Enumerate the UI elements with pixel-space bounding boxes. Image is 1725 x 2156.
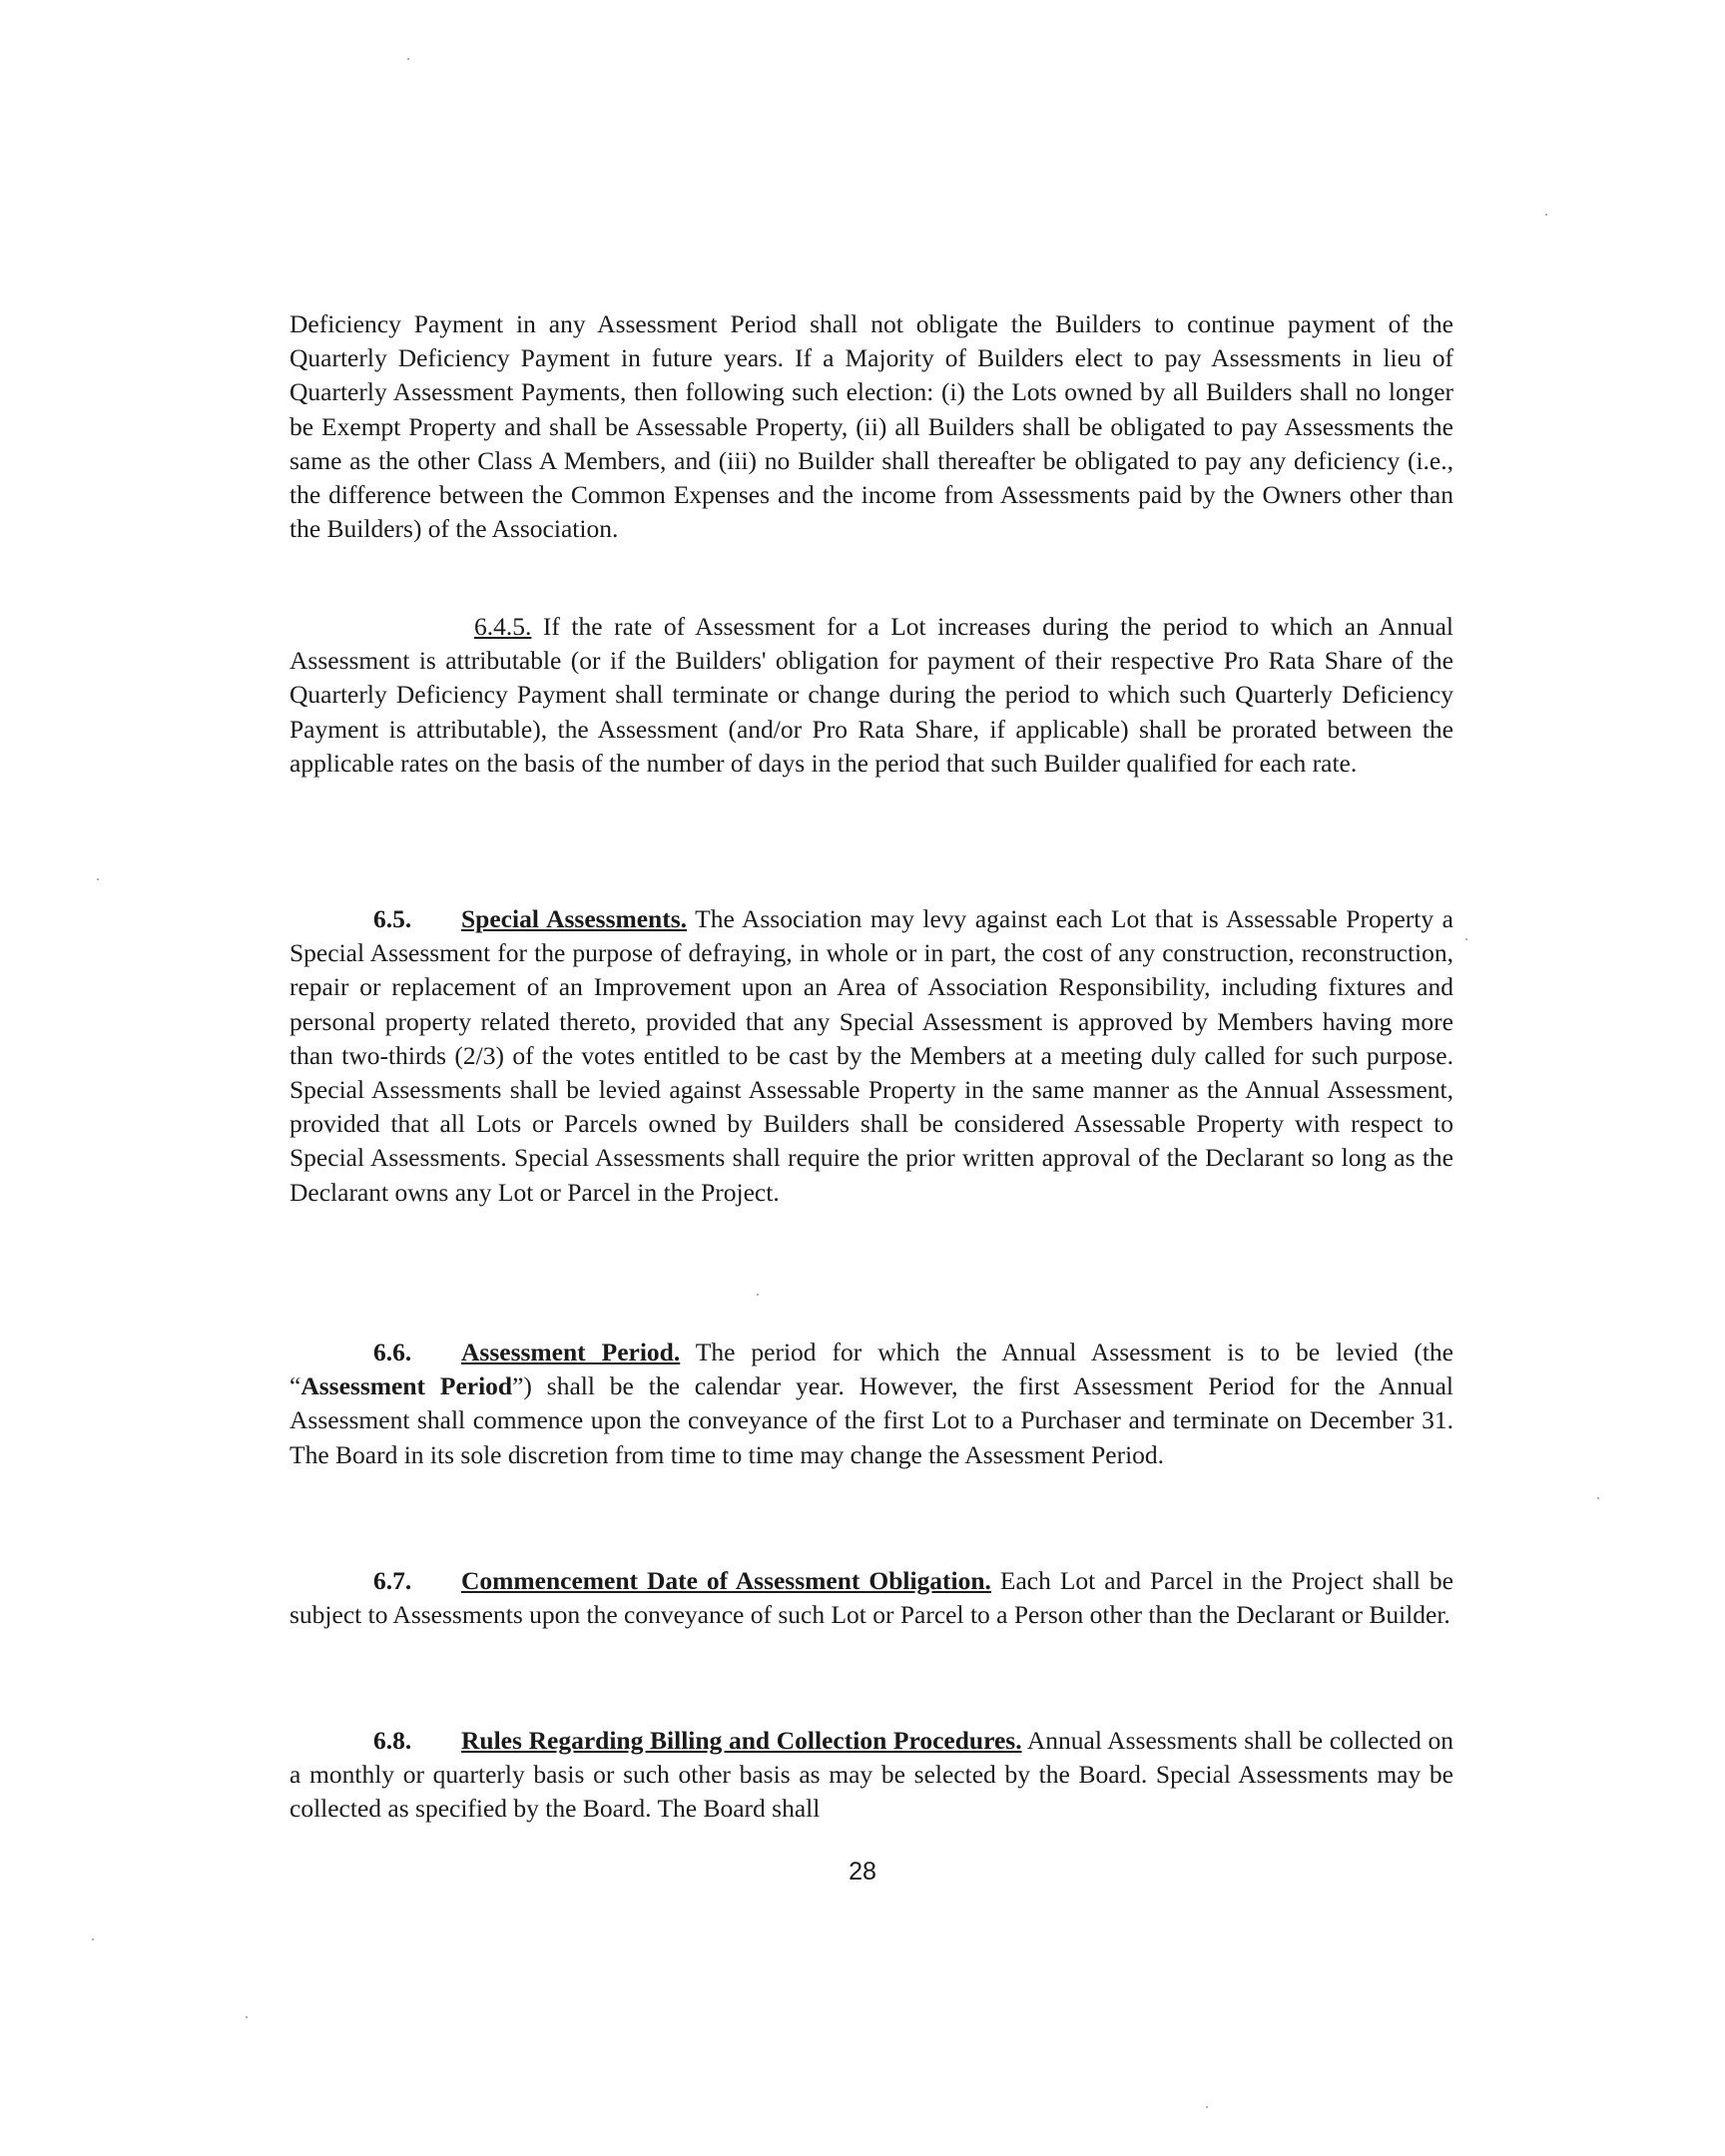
section-6-5-text: The Association may levy against each Lot that is Assessable Property a Special Assessment for the purpose of defraying, in whole or in part, the cost of any construction, reconstruction, repair or replacement of an Improvement upon an Area of Association Responsibility, including fixtures and personal property related thereto, provided that any Special Assessment is approved by Members having more than two-thirds (2/3) of the votes entitled to be cast by the Members at a meeting duly called for such purpose. Special Assessments shall be levied against Assessable Property in the same manner as the Annual Assessment, provided that all Lots or Parcels owned by Builders shall be considered Assessable Property with respect to Special Assessments. Special Assessments shall require the prior written approval of the Declarant so long as the Declarant owns any Lot or Parcel in the Project. [289,904,1453,1207]
scan-speck [1545,214,1547,216]
section-6-7-paragraph [289,1564,1453,1632]
section-6-4-5-number: 6.4.5. [474,612,532,641]
scan-speck [407,58,409,60]
continuation-paragraph [289,307,1453,546]
scan-speck [92,1938,94,1940]
section-6-6 [289,1336,1453,1472]
section-6-7 [289,1564,1453,1632]
section-6-6-paragraph [289,1336,1453,1472]
scan-speck [757,1294,759,1296]
section-6-6-text-before: The period for which the Annual Assessment is to be levied (the “ [289,1338,1453,1401]
scan-speck [97,878,99,880]
section-6-7-heading: Commencement Date of Assessment Obligation. [461,1566,991,1595]
section-6-4-5-text: If the rate of Assessment for a Lot increases during the period to which an Annual Assessment is attributable (or if the Builders' obligation for payment of their respective Pro Rata Share of the Quarterly Deficiency Payment shall terminate or change during the period to which such Quarterly Deficiency Payment is attributable), the Assessment (and/or Pro Rata Share, if applicable) shall be prorated between the applicable rates on the basis of the number of days in the period that such Builder qualified for each rate. [289,612,1453,778]
section-6-4-5 [289,610,1453,781]
section-6-8-text: Annual Assessments shall be collected on a monthly or quarterly basis or such other basis as may be selected by the Board. Special Assessments may be collected as specified by the Board. The Board shall [289,1726,1453,1824]
section-6-6-heading: Assessment Period. [461,1338,681,1366]
section-6-8-heading: Rules Regarding Billing and Collection Procedures. [461,1726,1022,1755]
section-6-6-text-after: ”) shall be the calendar year. However, the first Assessment Period for the Annual Assessment shall commence upon the conveyance of the first Lot to a Purchaser and terminate on December 31. The Board in its sole discretion from time to time may change the Assessment Period. [289,1371,1454,1469]
section-6-6-number: 6.6. [373,1338,412,1366]
section-6-5 [289,902,1453,1210]
scan-speck [1465,938,1467,940]
continuation-paragraph-text: Deficiency Payment in any Assessment Period shall not obligate the Builders to continue payment of the Quarterly Deficiency Payment in future years. If a Majority of Builders elect to pay Assessments in lieu of Quarterly Assessment Payments, then following such election: (i) the Lots owned by all Builders shall no longer be Exempt Property and shall be Assessable Property, (ii) all Builders shall be obligated to pay Assessments the same as the other Class A Members, and (iii) no Builder shall thereafter be obligated to pay any deficiency (i.e., the difference between the Common Expenses and the income from Assessments paid by the Owners other than the Builders) of the Association. [289,309,1453,544]
section-6-5-paragraph [289,902,1453,1210]
section-6-6-defined-term: Assessment Period [300,1371,513,1401]
section-6-5-number: 6.5. [373,904,412,933]
section-6-8 [289,1724,1453,1827]
page-number: 28 [849,1858,876,1886]
section-6-8-paragraph [289,1724,1453,1827]
scan-speck [246,2016,248,2018]
section-6-8-number: 6.8. [373,1726,412,1755]
section-6-7-text: Each Lot and Parcel in the Project shall be subject to Assessments upon the conveyance of such Lot or Parcel to a Person other than the Declarant or Builder. [289,1566,1453,1630]
section-6-7-number: 6.7. [373,1566,412,1595]
scan-speck [1206,2106,1208,2108]
scan-speck [1597,1497,1599,1499]
section-6-5-heading: Special Assessments. [461,904,688,933]
section-6-4-5-paragraph [289,610,1453,781]
